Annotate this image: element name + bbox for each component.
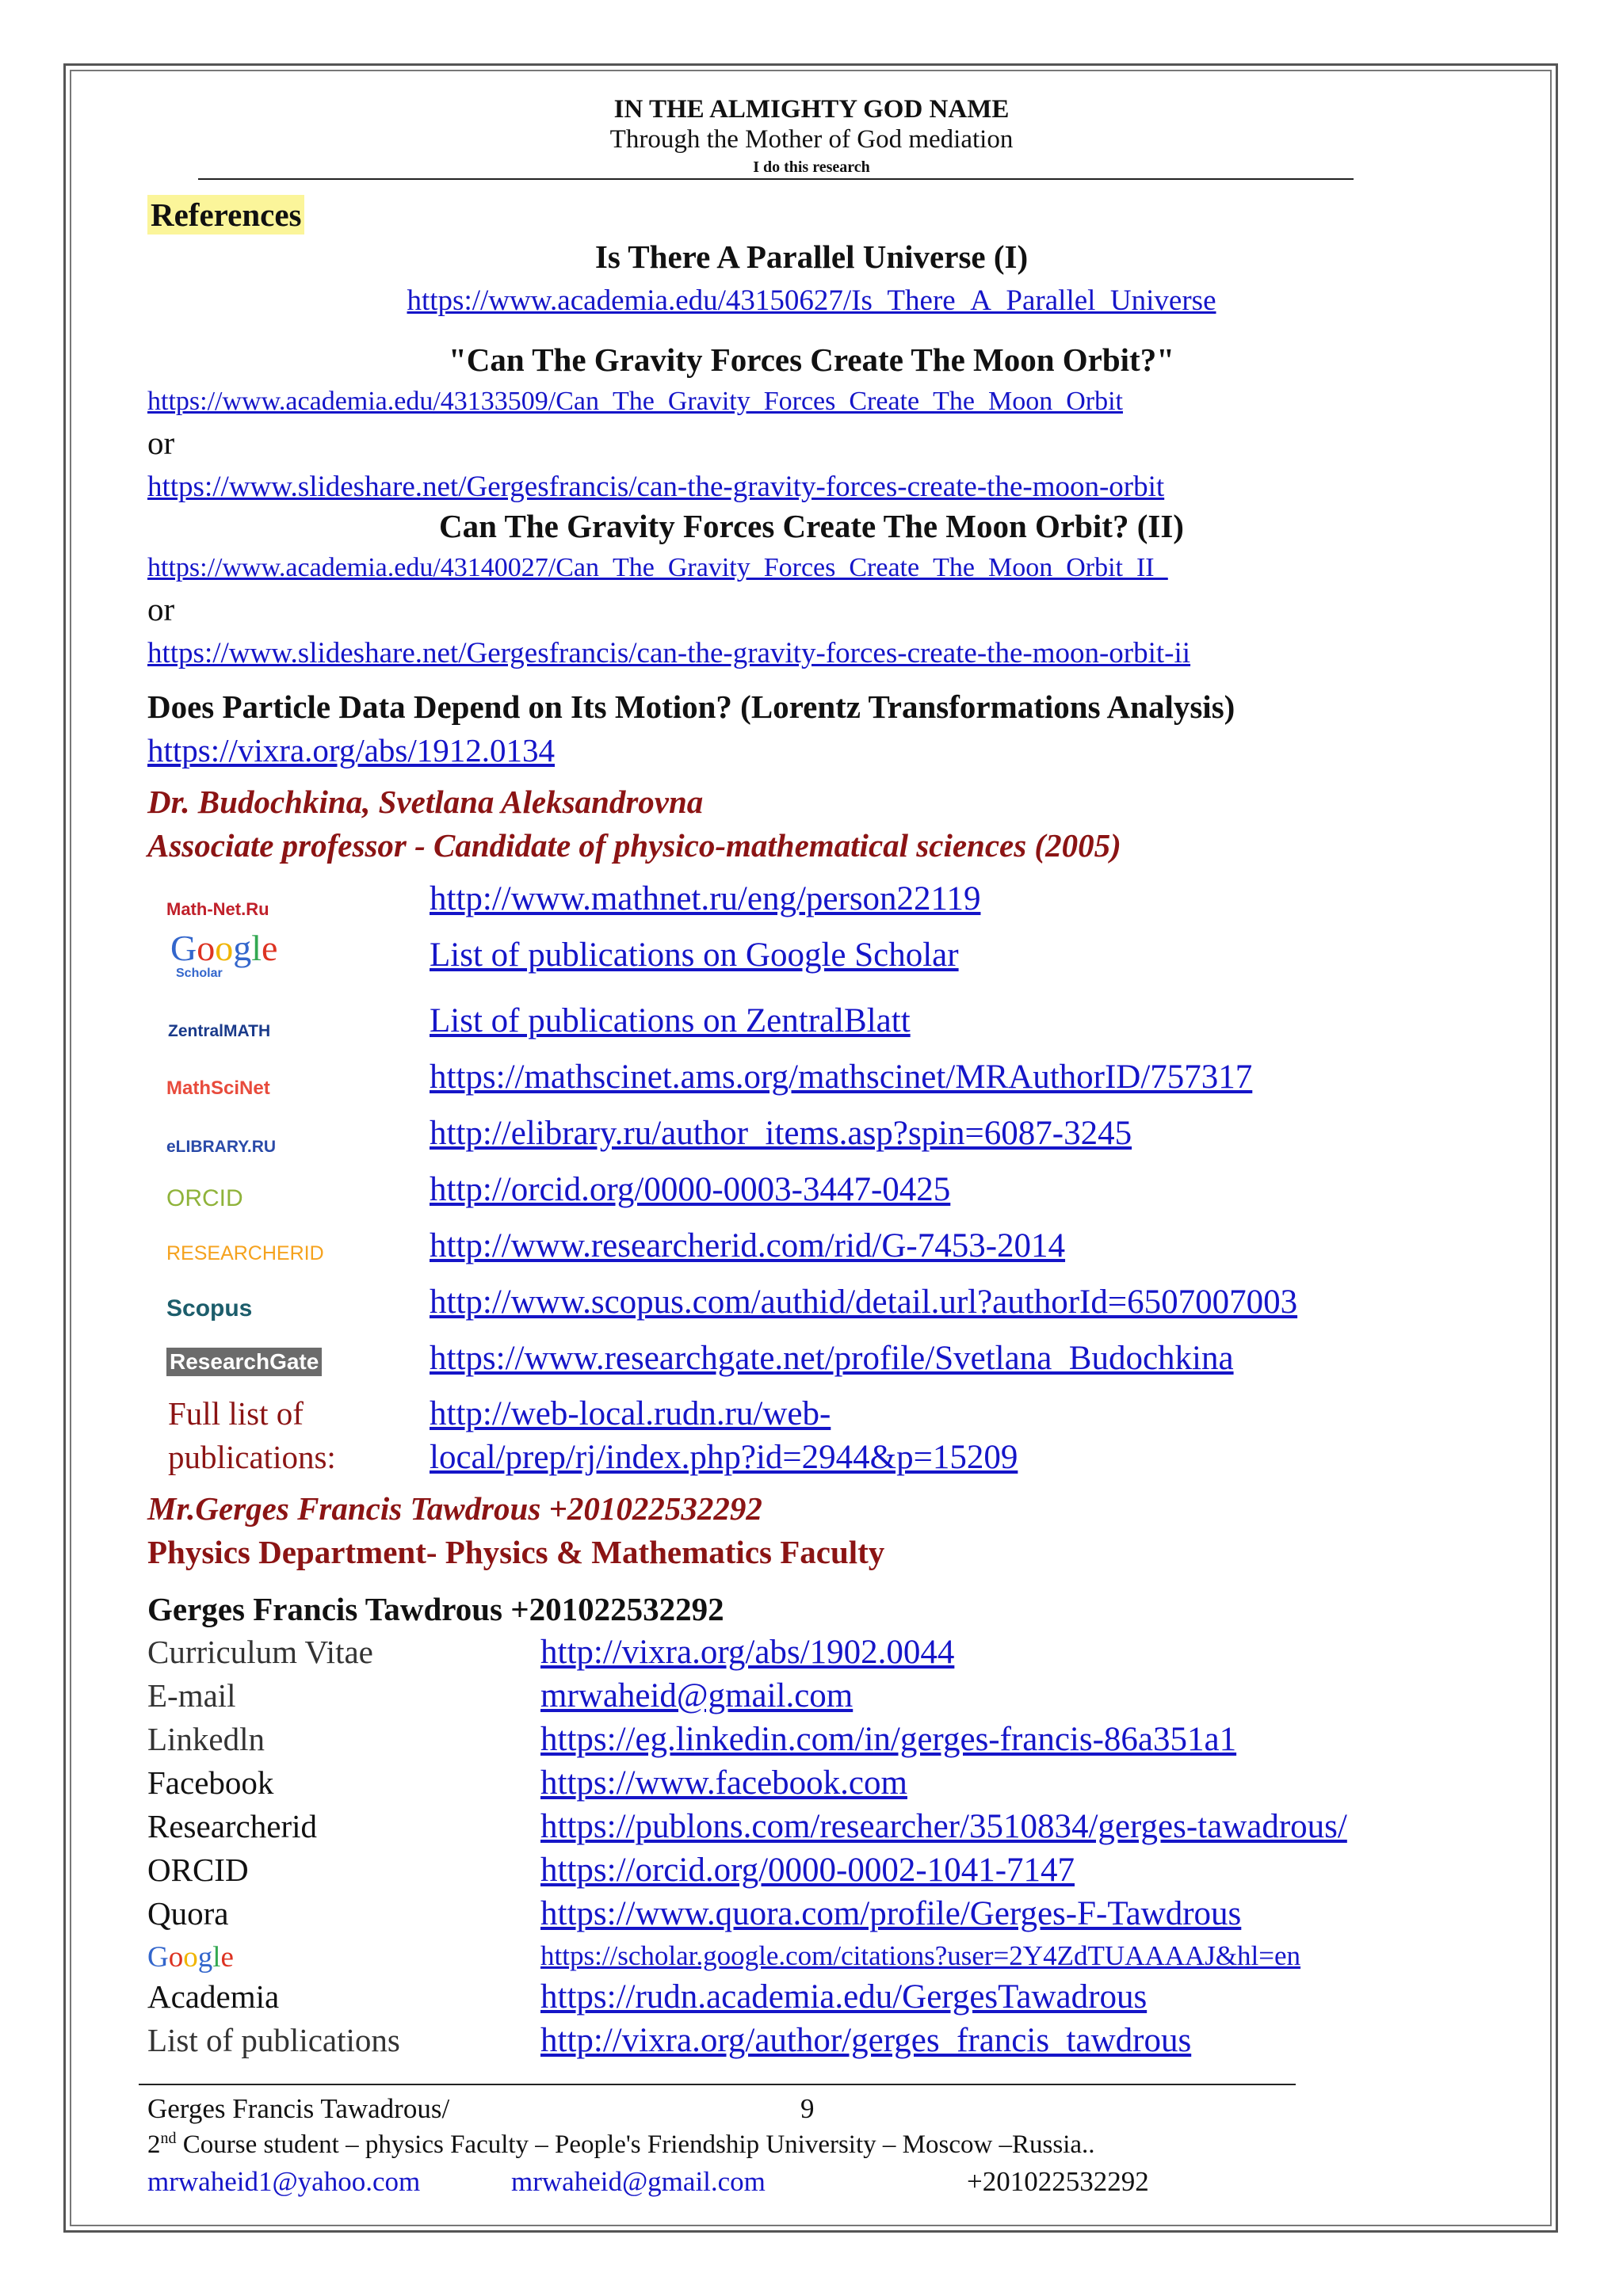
author-heading: Mr.Gerges Francis Tawdrous +201022532292 <box>147 1490 762 1527</box>
footer-rule <box>139 2084 1296 2085</box>
scopus-logo: Scopus <box>166 1295 253 1322</box>
contact-link-academia[interactable]: https://rudn.academia.edu/GergesTawadrous <box>540 1978 1148 2016</box>
contact-label-facebook: Facebook <box>147 1764 274 1801</box>
budochkina-position: Associate professor - Candidate of physico-mathematical sciences (2005) <box>147 827 1121 864</box>
full-list-label-1: Full list of <box>168 1395 304 1432</box>
ref4-title: Does Particle Data Depend on Its Motion? (Lorentz Transformations Analysis) <box>147 688 1235 725</box>
header-note: I do this research <box>753 158 870 176</box>
author-name-line: Gerges Francis Tawdrous +201022532292 <box>147 1591 724 1627</box>
footer-email-gmail[interactable]: mrwaheid@gmail.com <box>511 2166 766 2197</box>
contact-label-quora: Quora <box>147 1895 229 1932</box>
zentralblatt-link[interactable]: List of publications on ZentralBlatt <box>430 1002 911 1039</box>
contact-link-quora[interactable]: https://www.quora.com/profile/Gerges-F-Tawdrous <box>540 1895 1242 1932</box>
mathnet-logo: Math-Net.Ru <box>166 899 269 919</box>
header-title: IN THE ALMIGHTY GOD NAME <box>613 95 1010 124</box>
researchgate-logo: ResearchGate <box>166 1348 322 1376</box>
footer-email-yahoo[interactable]: mrwaheid1@yahoo.com <box>147 2166 421 2197</box>
header-subtitle: Through the Mother of God mediation <box>609 125 1014 154</box>
contact-link-facebook[interactable]: https://www.facebook.com <box>540 1764 907 1802</box>
mathscinet-logo: MathSciNet <box>166 1077 270 1099</box>
full-list-link-1[interactable]: http://web-local.rudn.ru/web- <box>430 1395 831 1432</box>
footer-course-text: Course student – physics Faculty – People's Friendship University – Moscow –Russia.. <box>176 2130 1095 2159</box>
zentralmath-logo: ZentralMATH <box>168 1022 271 1040</box>
ref1-title: Is There A Parallel Universe (I) <box>594 238 1029 275</box>
budochkina-name: Dr. Budochkina, Svetlana Aleksandrovna <box>147 784 704 820</box>
contact-link-google-scholar[interactable]: https://scholar.google.com/citations?user=2Y4ZdTUAAAAJ&hl=en <box>540 1940 1301 1971</box>
contact-label-linkedin: Linkedln <box>147 1721 265 1757</box>
elibrary-link[interactable]: http://elibrary.ru/author_items.asp?spin=6087-3245 <box>430 1115 1132 1152</box>
references-label: References <box>147 195 304 235</box>
ref3-title: Can The Gravity Forces Create The Moon Orbit? (II) <box>439 508 1184 544</box>
header-rule <box>198 178 1354 180</box>
footer-course-sup: nd <box>160 2130 177 2147</box>
orcid-link[interactable]: http://orcid.org/0000-0003-3447-0425 <box>430 1171 951 1208</box>
contact-label-academia: Academia <box>147 1978 280 2015</box>
ref3-link-academia[interactable]: https://www.academia.edu/43140027/Can_The_Gravity_Forces_Create_The_Moon_Orbit_II_ <box>147 553 1168 582</box>
ref3-link-slideshare[interactable]: https://www.slideshare.net/Gergesfrancis/can-the-gravity-forces-create-the-moon-orbit-ii <box>147 637 1191 669</box>
footer-author: Gerges Francis Tawadrous/ <box>147 2093 450 2124</box>
researchgate-link[interactable]: https://www.researchgate.net/profile/Svetlana_Budochkina <box>430 1340 1234 1377</box>
footer-page-number: 9 <box>800 2093 815 2124</box>
google-scholar-logo: Google <box>170 928 278 968</box>
ref2-title: "Can The Gravity Forces Create The Moon Orbit?" <box>449 341 1174 378</box>
ref2-link-academia[interactable]: https://www.academia.edu/43133509/Can_The_Gravity_Forces_Create_The_Moon_Orbit <box>147 387 1123 416</box>
google-scholar-sub: Scholar <box>176 967 223 980</box>
contact-label-email: E-mail <box>147 1677 236 1714</box>
ref2-link-slideshare[interactable]: https://www.slideshare.net/Gergesfrancis/can-the-gravity-forces-create-the-moon-orbit <box>147 471 1165 503</box>
contact-label-orcid: ORCID <box>147 1852 249 1888</box>
google-scholar-link[interactable]: List of publications on Google Scholar <box>430 936 959 974</box>
ref2-or: or <box>147 425 175 461</box>
mathscinet-link[interactable]: https://mathscinet.ams.org/mathscinet/MRAuthorID/757317 <box>430 1058 1253 1096</box>
footer-phone: +201022532292 <box>967 2166 1149 2197</box>
contact-label-publications: List of publications <box>147 2022 400 2058</box>
contact-link-researcherid[interactable]: https://publons.com/researcher/3510834/gerges-tawadrous/ <box>540 1808 1347 1845</box>
contact-link-orcid[interactable]: https://orcid.org/0000-0002-1041-7147 <box>540 1852 1075 1889</box>
contact-label-researcherid: Researcherid <box>147 1808 317 1844</box>
contact-link-cv[interactable]: http://vixra.org/abs/1902.0044 <box>540 1634 955 1671</box>
elibrary-logo: eLIBRARY.RU <box>166 1138 277 1156</box>
contact-label-cv: Curriculum Vitae <box>147 1634 373 1670</box>
researcherid-logo: RESEARCHERID <box>166 1242 324 1264</box>
full-list-label-2: publications: <box>168 1439 336 1475</box>
ref4-link[interactable]: https://vixra.org/abs/1912.0134 <box>147 732 556 769</box>
footer-course-number: 2 <box>147 2130 161 2159</box>
contact-label-google: Google <box>147 1941 234 1974</box>
ref3-or: or <box>147 591 175 627</box>
contact-link-publications[interactable]: http://vixra.org/author/gerges_francis_tawdrous <box>540 2022 1192 2059</box>
researcherid-link[interactable]: http://www.researcherid.com/rid/G-7453-2014 <box>430 1227 1066 1264</box>
contact-link-linkedin[interactable]: https://eg.linkedin.com/in/gerges-francis-86a351a1 <box>540 1721 1237 1758</box>
mathnet-link[interactable]: http://www.mathnet.ru/eng/person22119 <box>430 880 981 917</box>
author-department: Physics Department- Physics & Mathematics Faculty <box>147 1534 885 1570</box>
contact-link-email[interactable]: mrwaheid@gmail.com <box>540 1677 854 1714</box>
footer-course-line <box>147 2130 1095 2160</box>
orcid-logo: ORCID <box>166 1185 243 1211</box>
scopus-link[interactable]: http://www.scopus.com/authid/detail.url?authorId=6507007003 <box>430 1283 1298 1321</box>
full-list-link-2[interactable]: local/prep/rj/index.php?id=2944&p=15209 <box>430 1439 1018 1476</box>
ref1-link[interactable]: https://www.academia.edu/43150627/Is_There_A_Parallel_Universe <box>407 284 1216 317</box>
